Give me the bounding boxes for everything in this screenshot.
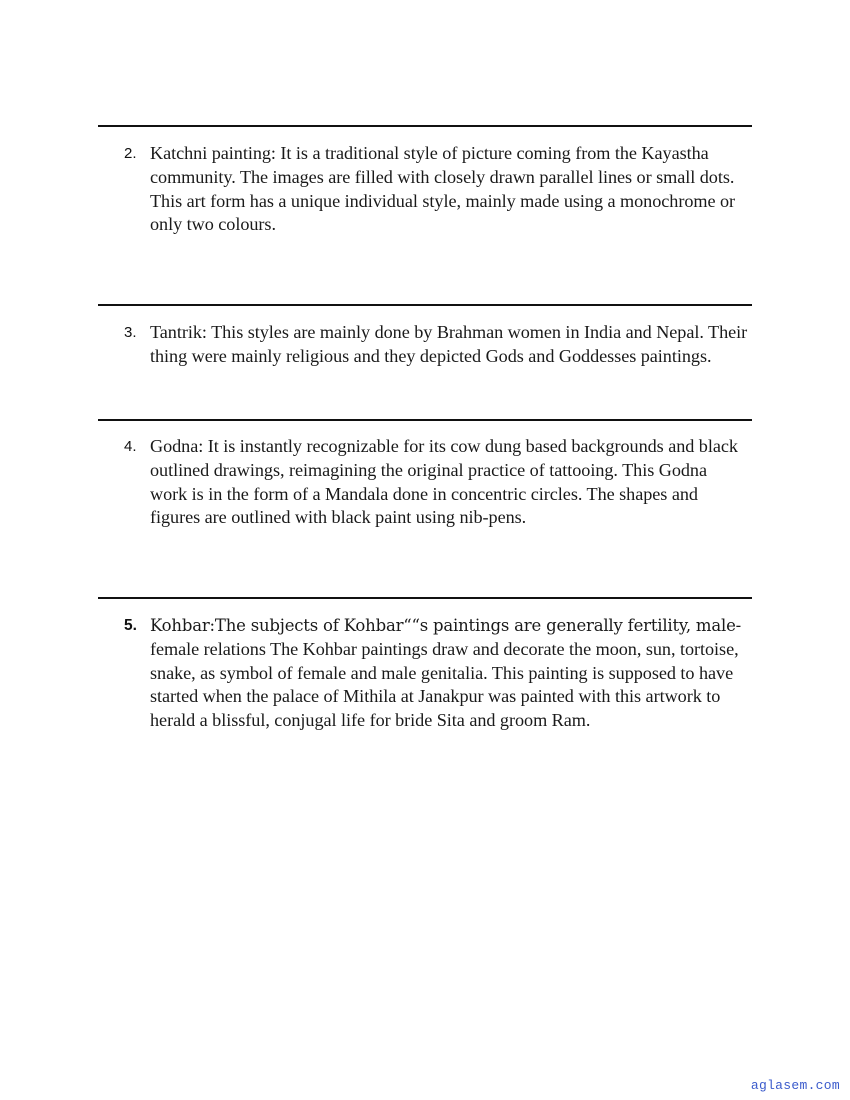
item-text-block [150, 614, 748, 733]
item-number: 4. [124, 438, 137, 455]
section-divider [98, 597, 752, 599]
item-number: 3. [124, 324, 137, 341]
section-divider [98, 419, 752, 421]
list-item-katchni [124, 142, 748, 237]
list-item-kohbar [124, 614, 748, 733]
item-text: Katchni painting: It is a traditional style of picture coming from the Kayastha community. The images are filled with closely drawn parallel lines or small dots. This art form has a unique individual style, mainly made using a monochrome or only two colours. [150, 143, 736, 235]
section-divider [98, 304, 752, 306]
item-number: 5. [124, 617, 137, 634]
source-watermark: aglasem.com [750, 1078, 840, 1093]
item-number: 2. [124, 145, 137, 162]
item-text: female relations The Kohbar paintings draw and decorate the moon, sun, tortoise, snake, as symbol of female and male genitalia. This painting is supposed to have started when the palace of Mithila at Janakpur was painted with this artwork to herald a blissful, conjugal life for bride Sita and groom Ram. [150, 638, 739, 731]
item-lead-text: Kohbar:The subjects of Kohbar““s paintings are generally fertility, male- [150, 616, 742, 635]
list-item-tantrik [124, 321, 748, 369]
item-text: Godna: It is instantly recognizable for its cow dung based backgrounds and black outlined drawings, reimagining the original practice of tattooing. This Godna work is in the form of a Mandala done in concentric circles. The shapes and figures are outlined with black paint using nib-pens. [150, 436, 738, 528]
list-item-godna [124, 435, 748, 530]
item-text: Tantrik: This styles are mainly done by Brahman women in India and Nepal. Their thing were mainly religious and they depicted Gods and Goddesses paintings. [150, 322, 748, 366]
section-divider [98, 125, 752, 127]
